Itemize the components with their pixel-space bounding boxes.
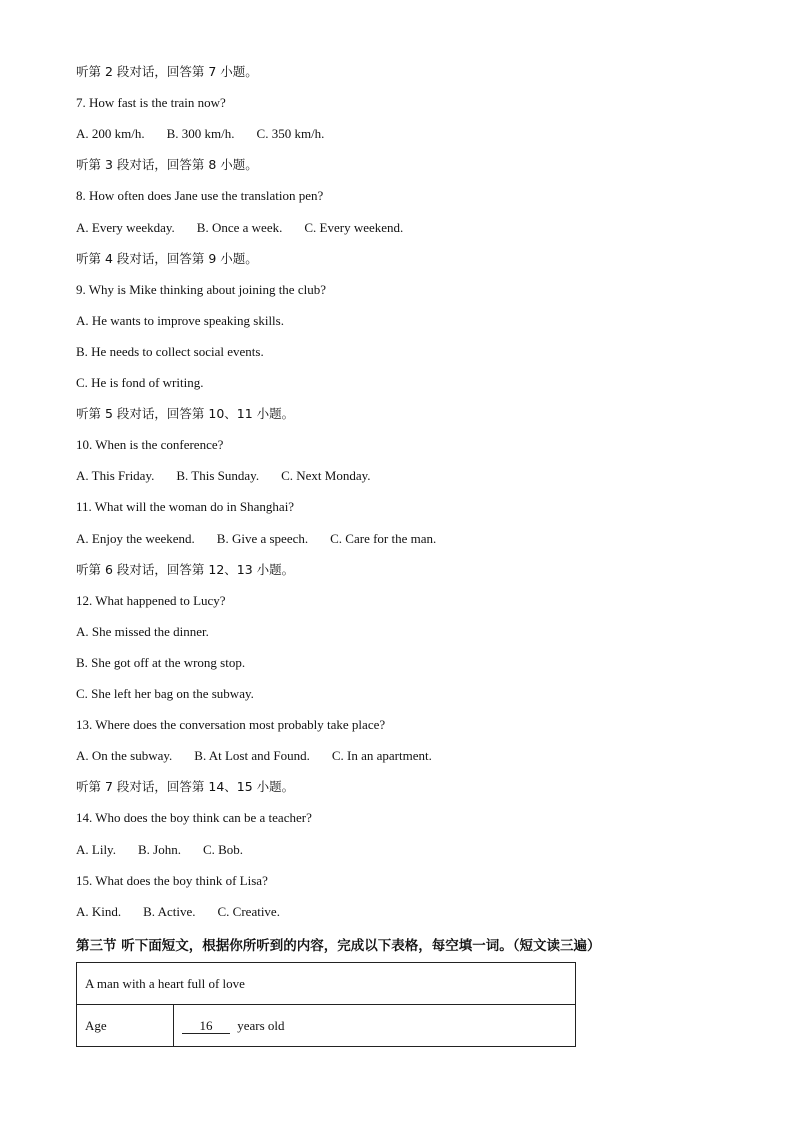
question-line: B. She got off at the wrong stop. (76, 654, 246, 670)
answer-option: C. Bob. (202, 841, 244, 857)
question-line: A. He wants to improve speaking skills. (76, 312, 284, 328)
question-line: 14. Who does the boy think can be a teacher? (76, 810, 312, 826)
question-line: 13. Where does the conversation most probably take place? (76, 717, 386, 733)
answer-option: A. Enjoy the weekend. (76, 530, 195, 546)
answer-option: C. Every weekend. (304, 219, 404, 235)
options-line (76, 904, 280, 920)
question-line: C. He is fond of writing. (76, 375, 204, 390)
options-line (76, 531, 436, 547)
section-three-heading: 第三节 听下面短文，根据你所听到的内容，完成以下表格，每空填一词。（短文读三遍） (76, 938, 601, 954)
options-line (76, 126, 324, 142)
question-line: C. She left her bag on the subway. (76, 686, 254, 701)
answer-option: C. Next Monday. (281, 468, 371, 484)
answer-option: B. Once a week. (196, 219, 283, 235)
answer-option: A. This Friday. (76, 468, 155, 484)
dialogue-instruction: 听第 2 段对话，回答第 7 小题。 (76, 64, 258, 79)
question-line: 7. How fast is the train now? (76, 95, 226, 111)
dialogue-instruction: 听第 7 段对话，回答第 14、15 小题。 (76, 779, 295, 795)
table-title: A man with a heart full of love (77, 963, 576, 1005)
answer-option: A. Every weekday. (76, 219, 175, 235)
dialogue-instruction: 听第 4 段对话，回答第 9 小题。 (76, 250, 258, 266)
answer-option: B. At Lost and Found. (194, 748, 310, 764)
notes-table (76, 962, 576, 1047)
answer-option: C. Creative. (217, 903, 280, 919)
answer-option: B. John. (137, 841, 181, 857)
dialogue-instruction: 听第 5 段对话，回答第 10、11 小题。 (76, 406, 295, 422)
dialogue-instruction: 听第 6 段对话，回答第 12、13 小题。 (76, 561, 295, 577)
answer-option: A. Lily. (76, 841, 116, 857)
answer-option: C. Care for the man. (330, 530, 437, 546)
answer-option: C. 350 km/h. (256, 126, 325, 142)
row-suffix: years old (237, 1017, 285, 1033)
options-line (76, 842, 243, 858)
answer-option: A. Kind. (76, 903, 122, 919)
dialogue-instruction: 听第 3 段对话，回答第 8 小题。 (76, 157, 258, 173)
row-label-age: Age (77, 1005, 174, 1047)
table-title-row (77, 963, 576, 1005)
table-row (77, 1005, 576, 1047)
row-value-age (174, 1005, 576, 1047)
question-line: 10. When is the conference? (76, 437, 224, 453)
question-line: 11. What will the woman do in Shanghai? (76, 499, 295, 515)
question-line: 15. What does the boy think of Lisa? (76, 872, 268, 888)
answer-blank-16: 16 (182, 1019, 230, 1034)
answer-option: A. On the subway. (76, 748, 173, 764)
answer-option: A. 200 km/h. (76, 126, 145, 142)
answer-option: B. Active. (143, 903, 196, 919)
options-line (76, 748, 432, 764)
question-line: 12. What happened to Lucy? (76, 592, 226, 608)
question-line: 8. How often does Jane use the translation pen? (76, 188, 324, 204)
question-line: 9. Why is Mike thinking about joining the club? (76, 281, 326, 297)
options-line (76, 220, 403, 236)
options-line (76, 468, 371, 484)
answer-option: C. In an apartment. (331, 748, 432, 764)
answer-option: B. 300 km/h. (166, 126, 235, 142)
answer-option: B. This Sunday. (176, 468, 260, 484)
answer-option: B. Give a speech. (216, 530, 309, 546)
question-line: A. She missed the dinner. (76, 623, 209, 639)
question-line: B. He needs to collect social events. (76, 343, 264, 359)
